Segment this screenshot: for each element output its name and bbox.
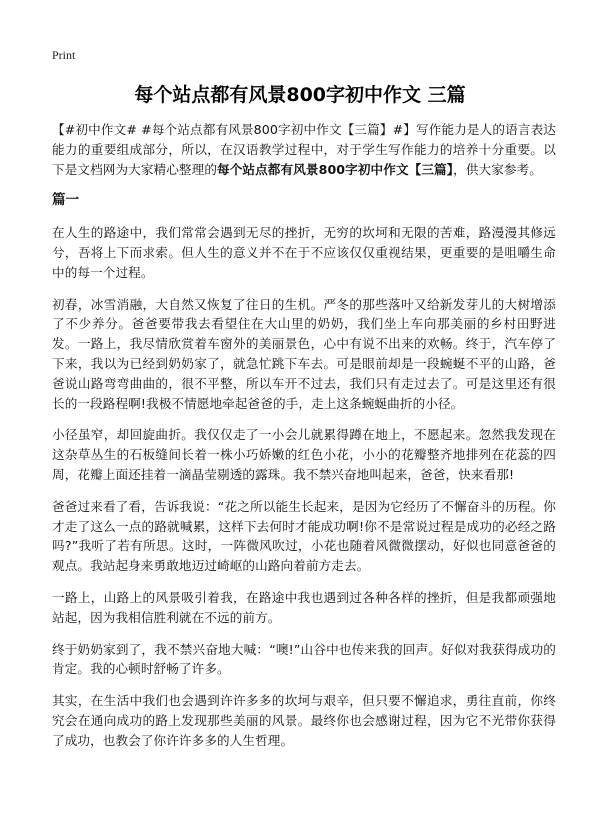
paragraph-1: 在人生的路途中，我们常常会遇到无尽的挫折，无穷的坎坷和无限的苦难，路漫漫其修远兮，吾将上下而求索。但人生的意义并不在于不应该仅仅重视结果，更重要的是咀嚼生命中的每一个过程。 [52,225,556,280]
paragraph-3: 小径虽窄，却回旋曲折。我仅仅走了一小会儿就累得蹲在地上，不愿起来。忽然我发现在这杂草丛生的石板缝间长着一株小巧娇嫩的红色小花，小小的花瓣整齐地排列在花蕊的四周，花瓣上面还挂着一滴晶莹剔透的露珠。我不禁兴奋地叫起来，爸爸，快来看那! [52,427,556,482]
intro-text-2: ，供大家参考。 [453,161,542,177]
intro-bold-title: 每个站点都有风景800字初中作文【三篇】 [217,161,454,177]
section-heading: 篇一 [52,192,80,209]
paragraph-5: 一路上，山路上的风景吸引着我，在路途中我也遇到过各种各样的挫折，但是我都顽强地站起，因为我相信胜利就在不远的前方。 [52,589,556,625]
intro-paragraph [52,120,556,179]
page-title: 每个站点都有风景800字初中作文 三篇 [134,84,466,106]
article-body [52,120,556,763]
paragraph-2: 初春，冰雪消融，大自然又恢复了往日的生机。严冬的那些落叶又给新发芽儿的大树增添了不少养分。爸爸要带我去看望住在大山里的奶奶，我们坐上车向那美丽的乡村田野进发。一路上，我尽情欣赏着车窗外的美丽景色，心中有说不出来的欢畅。终于，汽车停了下来，我以为已经到奶奶家了，就急忙跳下车去。可是眼前却是一段蜿蜒不平的山路，爸爸说山路弯弯曲曲的，很不平整，所以车开不过去，我们只有走过去了。可是这里还有很长的一段路程啊!我极不情愿地牵起爸爸的手，走上这条蜿蜒曲折的小径。 [52,296,556,411]
intro-text-1: 【#初中作文# #每个站点都有风景800字初中作文【三篇】#】写作能力是人的语言表达能力的重要组成部分，所以，在汉语教学过程中，对于学生写作能力的培养十分重要。以下是文档网为大家精心整理的 [52,122,556,177]
paragraph-6: 终于奶奶家到了，我不禁兴奋地大喊：“噢!”山谷中也传来我的回声。好似对我获得成功的肯定。我的心顿时舒畅了许多。 [52,641,556,677]
print-label: Print [52,48,76,62]
paragraph-4: 爸爸过来看了看，告诉我说：“花之所以能生长起来，是因为它经历了不懈奋斗的历程。你才走了这么一点的路就喊累，这样下去何时才能成功啊!你不是常说过程是成功的必经之路吗?”我听了若有所思。这时，一阵微风吹过，小花也随着风微微摆动，好似也同意爸爸的观点。我站起身来勇敢地迈过崎岖的山路向着前方走去。 [52,498,556,574]
paragraph-7: 其实，在生活中我们也会遇到许许多多的坎坷与艰辛，但只要不懈追求，勇往直前，你终究会在通向成功的路上发现那些美丽的风景。最终你也会感谢过程，因为它不光带你获得了成功，也教会了你许许多多的人生哲理。 [52,693,556,748]
